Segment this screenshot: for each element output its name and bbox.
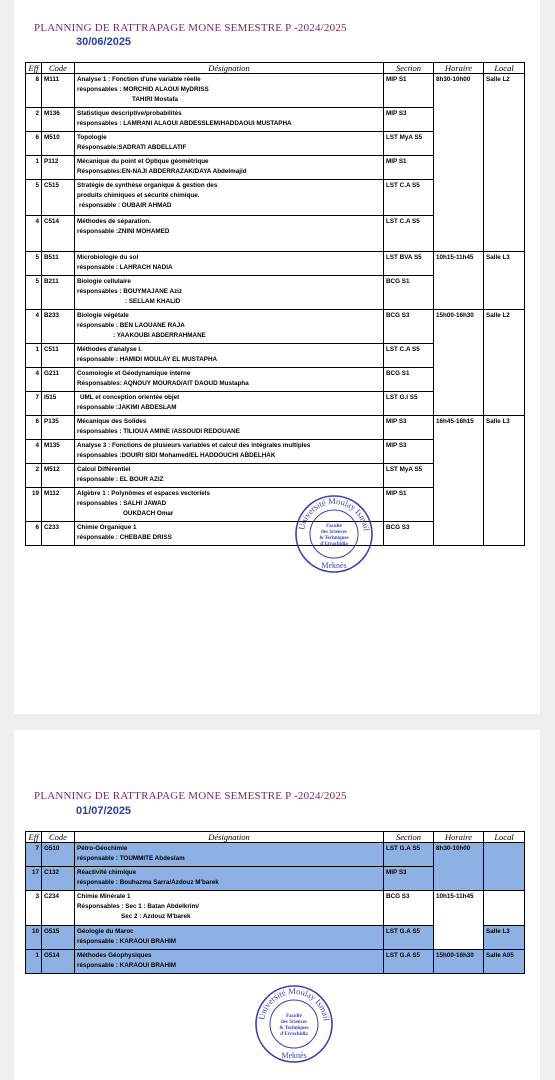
section-cell: BCG S3 xyxy=(384,891,434,926)
horaire-cell: 8h30-10h00 xyxy=(434,74,484,252)
section-cell: LST MyA S5 xyxy=(384,464,434,488)
eff-cell: 4 xyxy=(26,440,42,464)
table-row xyxy=(26,310,525,344)
section-cell: BCG S3 xyxy=(384,522,434,546)
eff-cell: 3 xyxy=(26,891,42,926)
responsable-line: résponsable : BEN LAOUANE RAJA xyxy=(77,322,185,330)
responsable-line: résponsable : CHEBABE DRISS xyxy=(77,534,172,542)
section-cell: MIP S1 xyxy=(384,74,434,108)
table-row xyxy=(26,252,525,276)
module-name: Analyse 3 : Fonctions de plusieurs variables et calcul des intégrales multiples xyxy=(77,442,311,449)
code-cell: P112 xyxy=(42,156,75,180)
header-code: Code xyxy=(42,63,75,74)
module-name-cont: produits chimiques et sécurité chimique. xyxy=(77,192,200,200)
module-name: UML et conception orientée objet xyxy=(80,394,180,401)
table-row xyxy=(26,416,525,440)
code-cell: M112 xyxy=(42,488,75,522)
table-row xyxy=(26,74,525,108)
eff-cell: 7 xyxy=(26,392,42,416)
header-designation: Désignation xyxy=(75,63,384,74)
stamp-line: & Techniques xyxy=(319,536,349,541)
designation-cell xyxy=(75,950,384,974)
module-name: Géologie du Maroc xyxy=(77,928,134,935)
section-cell: MIP S3 xyxy=(384,867,434,891)
eff-cell: 8 xyxy=(26,74,42,108)
eff-cell: 5 xyxy=(26,180,42,216)
horaire-cell: 16h45-18h15 xyxy=(434,416,484,546)
responsable-line: Résponsables:EN-NAJI ABDERRAZAK/DAYA Abdelmajid xyxy=(77,168,247,176)
code-cell: C514 xyxy=(42,216,75,252)
eff-cell: 7 xyxy=(26,843,42,867)
section-cell: LST G.A S5 xyxy=(384,926,434,950)
designation-cell xyxy=(75,156,384,180)
eff-cell: 4 xyxy=(26,216,42,252)
eff-cell: 2 xyxy=(26,108,42,132)
eff-cell: 6 xyxy=(26,416,42,440)
responsable-line: résponsables :DOUIRI SIDI Mohamed/EL HADDOUCHI ABDELHAK xyxy=(77,452,276,460)
horaire-cell: 15h00-16h30 xyxy=(434,950,484,974)
designation-cell xyxy=(75,74,384,108)
code-cell: C511 xyxy=(42,344,75,368)
designation-cell xyxy=(75,276,384,310)
responsable-line: résponsable : OUBAIR AHMAD xyxy=(79,202,172,210)
responsable-line: résponsable : HAMIDI MOULAY EL MUSTAPHA xyxy=(77,356,218,364)
page-date: 01/07/2025 xyxy=(76,805,132,817)
section-cell: LST G.A S5 xyxy=(384,843,434,867)
designation-cell xyxy=(75,216,384,252)
code-cell: B233 xyxy=(42,310,75,344)
header-section: Section xyxy=(384,832,434,843)
header-local: Local xyxy=(484,63,525,74)
module-name: Cosmologie et Géodynamique interne xyxy=(77,370,191,377)
section-cell: MIP S3 xyxy=(384,108,434,132)
responsable-line: résponsable : Bouhazma Sarra/Azdouz M'barek xyxy=(77,879,219,887)
code-cell: C515 xyxy=(42,180,75,216)
stamp-line: & Techniques xyxy=(279,1026,309,1031)
eff-cell: 19 xyxy=(26,488,42,522)
module-name: Pétro-Géochimie xyxy=(77,845,128,852)
responsable-line: résponsables : LAMRANI ALAOUI ABDESSLEM/HADDAOUI MUSTAPHA xyxy=(77,120,292,128)
section-cell: LST MyA S5 xyxy=(384,132,434,156)
module-name: Réactivité chimique xyxy=(77,869,137,876)
responsable-line: résponsables : MORCHID ALAOUI MyDRISS xyxy=(77,86,209,94)
designation-cell xyxy=(75,891,384,926)
eff-cell: 5 xyxy=(26,252,42,276)
section-cell: LST C.A S5 xyxy=(384,180,434,216)
section-cell: BCG S1 xyxy=(384,368,434,392)
designation-cell xyxy=(75,310,384,344)
responsable-line: OUKDACH Omar xyxy=(123,510,174,518)
module-name: Biologie cellulaire xyxy=(77,278,131,285)
designation-cell xyxy=(75,344,384,368)
eff-cell: 5 xyxy=(26,276,42,310)
responsable-line: : SELLAM KHALID xyxy=(125,298,181,306)
code-cell: I515 xyxy=(42,392,75,416)
eff-cell: 1 xyxy=(26,344,42,368)
header-section: Section xyxy=(384,63,434,74)
local-cell xyxy=(484,891,525,926)
module-name: Statistique descriptive/probabilités xyxy=(77,110,182,117)
code-cell: G510 xyxy=(42,843,75,867)
eff-cell: 1 xyxy=(26,156,42,180)
eff-cell: 6 xyxy=(26,522,42,546)
stamp-city: Meknès xyxy=(281,1051,307,1060)
code-cell: C132 xyxy=(42,867,75,891)
schedule-table xyxy=(25,831,525,974)
header-designation: Désignation xyxy=(75,832,384,843)
module-name: Algèbre 1 : Polynômes et espaces vectoriels xyxy=(77,490,210,497)
module-name: Méthodes Géophysiques xyxy=(77,952,152,959)
designation-cell xyxy=(75,180,384,216)
university-stamp xyxy=(294,494,374,574)
code-cell: M510 xyxy=(42,132,75,156)
responsable-line: résponsable : KARAOUI BRAHIM xyxy=(77,962,177,970)
eff-cell: 6 xyxy=(26,132,42,156)
responsable-line: résponsable : LAHRACH NADIA xyxy=(77,264,173,272)
module-name: Chimie Minérale 1 xyxy=(77,893,131,900)
responsable-line: résponsables : TILIOUA AMINE /ASSOUDI REDOUANE xyxy=(77,428,240,436)
designation-cell xyxy=(75,926,384,950)
designation-cell xyxy=(75,108,384,132)
university-stamp xyxy=(254,984,334,1064)
planning-page-1 xyxy=(14,0,540,714)
responsable-line: TAHIRI Mostafa xyxy=(132,96,179,104)
header-local: Local xyxy=(484,832,525,843)
eff-cell: 2 xyxy=(26,464,42,488)
stamp-line: d'Errachidia xyxy=(320,542,348,547)
header-horaire: Horaire xyxy=(434,832,484,843)
section-cell: LST G.I S5 xyxy=(384,392,434,416)
local-cell: Salle L2 xyxy=(484,74,525,252)
schedule-table xyxy=(25,62,525,546)
module-name: Stratégie de synthèse organique & gestion des xyxy=(77,182,218,189)
header-eff: Eff xyxy=(26,63,42,74)
header-eff: Eff xyxy=(26,832,42,843)
code-cell: M512 xyxy=(42,464,75,488)
stamp-ring-text: Université Moulay Ismaïl xyxy=(256,985,332,1022)
designation-cell xyxy=(75,464,384,488)
code-cell: M135 xyxy=(42,440,75,464)
module-name: Chimie Organique 1 xyxy=(77,524,137,531)
section-cell: MIP S3 xyxy=(384,440,434,464)
code-cell: G515 xyxy=(42,926,75,950)
responsable-line: résponsable :JAKIMI ABDESLAM xyxy=(77,404,177,412)
page-date: 30/06/2025 xyxy=(76,36,132,48)
responsable-line: Résponsable:SADRATI ABDELLATIF xyxy=(77,144,187,152)
code-cell: C233 xyxy=(42,522,75,546)
table-row xyxy=(26,843,525,867)
responsable-line: Résponsables : Sec 1 : Batan Abdelkrim/ xyxy=(77,903,199,911)
designation-cell xyxy=(75,368,384,392)
module-name: Mécanique des Solides xyxy=(77,418,147,425)
header-code: Code xyxy=(42,832,75,843)
module-name: Mécanique du point et Optique géométrique xyxy=(77,158,209,165)
eff-cell: 1 xyxy=(26,950,42,974)
designation-cell xyxy=(75,867,384,891)
module-name: Microbiologie du sol xyxy=(77,254,139,261)
local-cell: Salle A05 xyxy=(484,950,525,974)
stamp-line: d'Errachidia xyxy=(280,1032,308,1037)
local-cell xyxy=(484,843,525,891)
horaire-cell: 8h30-10h00 xyxy=(434,843,484,891)
local-cell: Salle L2 xyxy=(484,310,525,416)
planning-page-2 xyxy=(14,730,540,1080)
responsable-line: résponsables : BOUYMAJANE Aziz xyxy=(77,288,183,296)
stamp-line: Faculté xyxy=(286,1014,302,1019)
eff-cell: 4 xyxy=(26,368,42,392)
local-cell: Salle L3 xyxy=(484,252,525,310)
responsable-line: résponsable : KARAOUI BRAHIM xyxy=(77,938,177,946)
eff-cell: 10 xyxy=(26,926,42,950)
code-cell: P135 xyxy=(42,416,75,440)
code-cell: G211 xyxy=(42,368,75,392)
responsable-line: résponsables : SALHI JAWAD xyxy=(77,500,167,508)
stamp-line: des Sciences xyxy=(281,1020,307,1025)
page-title: PLANNING DE RATTRAPAGE MONE SEMESTRE P -2024/2025 xyxy=(34,790,347,802)
module-name: Topologie xyxy=(77,134,107,141)
responsable-line: résponsable : TOUMMITE Abdeslam xyxy=(77,855,185,863)
module-name: Calcul Différentiel xyxy=(77,466,131,473)
section-cell: LST BVA S5 xyxy=(384,252,434,276)
responsable-line: Sec 2 : Azdouz M'barek xyxy=(121,913,191,921)
local-cell: Salle L3 xyxy=(484,926,525,950)
designation-cell xyxy=(75,416,384,440)
designation-cell xyxy=(75,252,384,276)
responsable-line: résponsable :ZNINI MOHAMED xyxy=(77,228,170,236)
section-cell: BCG S3 xyxy=(384,310,434,344)
responsable-line: résponsable : EL BOUR AZIZ xyxy=(77,476,164,484)
stamp-city: Meknès xyxy=(321,561,347,570)
table-header xyxy=(26,832,525,843)
section-cell: LST C.A S5 xyxy=(384,344,434,368)
code-cell: M136 xyxy=(42,108,75,132)
module-name: Méthodes d'analyse I. xyxy=(77,346,142,353)
section-cell: MIP S1 xyxy=(384,488,434,522)
module-name: Biologie végétale xyxy=(77,312,129,319)
horaire-cell: 10h15-11h45 xyxy=(434,252,484,310)
section-cell: LST C.A S5 xyxy=(384,216,434,252)
local-cell: Salle L3 xyxy=(484,416,525,546)
designation-cell xyxy=(75,392,384,416)
responsable-line: Résponsables: AQNOUY MOURAD/AIT DAOUD Mustapha xyxy=(77,380,249,388)
table-header xyxy=(26,63,525,74)
stamp-line: des Sciences xyxy=(321,530,347,535)
horaire-cell: 15h00-16h30 xyxy=(434,310,484,416)
table-row xyxy=(26,950,525,974)
stamp-ring-text: Université Moulay Ismaïl xyxy=(296,495,372,532)
code-cell: C234 xyxy=(42,891,75,926)
code-cell: G514 xyxy=(42,950,75,974)
section-cell: BCG S1 xyxy=(384,276,434,310)
section-cell: MIP S1 xyxy=(384,156,434,180)
designation-cell xyxy=(75,843,384,867)
page-title: PLANNING DE RATTRAPAGE MONE SEMESTRE P -2024/2025 xyxy=(34,22,347,34)
section-cell: MIP S3 xyxy=(384,416,434,440)
designation-cell xyxy=(75,440,384,464)
stamp-line: Faculté xyxy=(326,524,342,529)
code-cell: M111 xyxy=(42,74,75,108)
eff-cell: 17 xyxy=(26,867,42,891)
module-name: Analyse 1 : Fonction d'une variable réelle xyxy=(77,76,201,83)
designation-cell xyxy=(75,132,384,156)
header-horaire: Horaire xyxy=(434,63,484,74)
module-name: Méthodes de séparation. xyxy=(77,218,151,225)
section-cell: LST G.A S5 xyxy=(384,950,434,974)
responsable-line: : YAAKOUBI ABDERRAHMANE xyxy=(113,332,206,340)
code-cell: B511 xyxy=(42,252,75,276)
eff-cell: 4 xyxy=(26,310,42,344)
table-row xyxy=(26,891,525,926)
horaire-cell: 10h15-11h45 xyxy=(434,891,484,950)
code-cell: B211 xyxy=(42,276,75,310)
